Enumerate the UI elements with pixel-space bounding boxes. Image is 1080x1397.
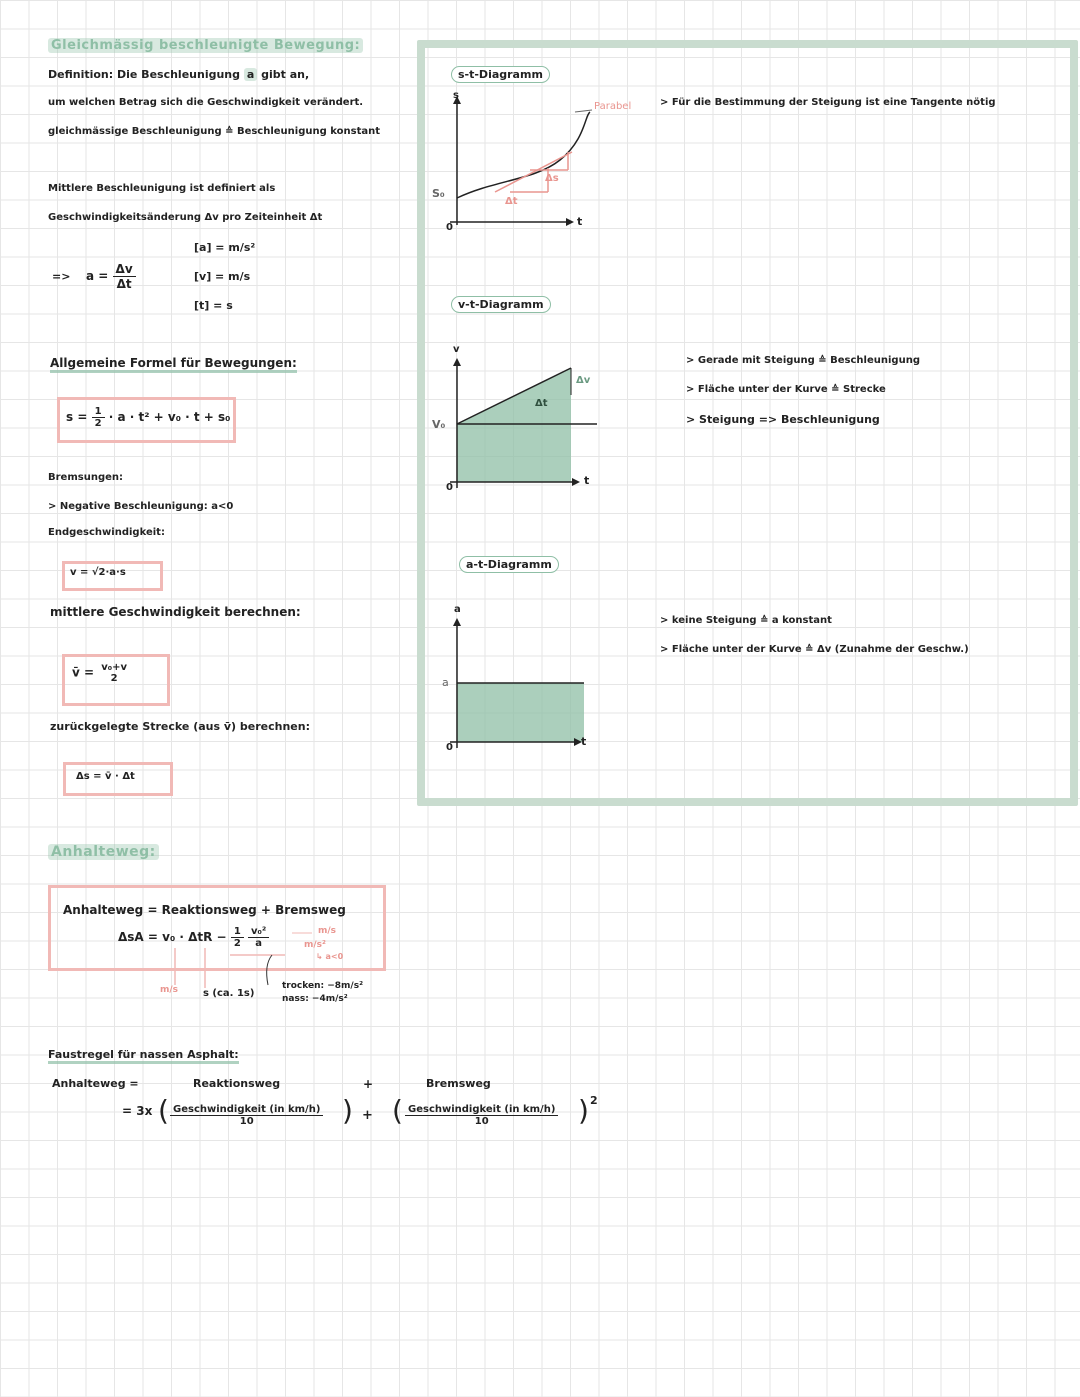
paren-open-1: ( (158, 1094, 169, 1127)
vt-delta-v: Δv (576, 375, 591, 386)
rule-fraction-2: $\frac{\text{Geschwindigkeit (in km/h)}}{10}$ (405, 1104, 558, 1127)
distance-title: zurückgelegte Strecke (aus v̄) berechnen: (50, 720, 310, 733)
distance-formula: Δs = v̄ · Δt (76, 771, 135, 782)
annotation-ms: m/s (318, 926, 337, 936)
vt-note-1: > Gerade mit Steigung ≙ Beschleunigung (686, 355, 920, 366)
unit-v: [v] = m/s (194, 270, 251, 283)
end-speed-formula: v = √2·a·s (70, 567, 126, 578)
definition-line-3: gleichmässige Beschleunigung ≙ Beschleunigung konstant (48, 126, 381, 137)
stopping-distance-formula: ΔsA = v₀ · ΔtR − $\frac{1}{2}$ $\frac{\text{v₀²}}{a}$ (118, 926, 269, 949)
st-axis-x: t (577, 215, 583, 228)
rule-bremsweg: Bremsweg (426, 1077, 491, 1090)
stopping-distance-definition: Anhalteweg = Reaktionsweg + Bremsweg (63, 903, 346, 917)
unit-t: [t] = s (194, 299, 233, 312)
accel-symbol: a (244, 68, 257, 81)
rule-reaktionsweg: Reaktionsweg (193, 1077, 281, 1090)
definition-line-1: Definition: Die Beschleunigung a gibt an, (48, 68, 310, 81)
at-title: a-t-Diagramm (459, 556, 559, 573)
paren-open-2: ( (392, 1094, 403, 1127)
braking-title: Bremsungen: (48, 472, 124, 483)
mean-speed-title: mittlere Geschwindigkeit berechnen: (50, 605, 301, 619)
at-note-1: > keine Steigung ≙ a konstant (660, 615, 832, 626)
st-delta-t: Δt (505, 196, 518, 207)
rule-fraction-1: $\frac{\text{Geschwindigkeit (in km/h)}}{10}$ (170, 1104, 323, 1127)
rule-of-thumb-title: Faustregel für nassen Asphalt: (48, 1048, 239, 1061)
accel-formula: a = $\frac{\Delta v}{\Delta t}$ (86, 262, 136, 291)
general-formula-title: Allgemeine Formel für Bewegungen: (50, 356, 297, 370)
definition-line-2: um welchen Betrag sich die Geschwindigkeit verändert. (48, 97, 364, 108)
annotation-dry: trocken: −8m/s² (282, 981, 364, 991)
vt-title: v-t-Diagramm (451, 296, 551, 313)
annotation-reaction-time: s (ca. 1s) (203, 988, 255, 999)
st-origin: 0 (446, 222, 453, 233)
rule-anhalteweg: Anhalteweg = (52, 1077, 139, 1090)
section-title: Gleichmässig beschleunigte Bewegung: (48, 38, 363, 53)
st-delta-s: Δs (545, 173, 559, 184)
braking-negative: > Negative Beschleunigung: a<0 (48, 501, 234, 512)
vt-delta-t: Δt (535, 398, 548, 409)
annotation-a-negative: ↳ a<0 (316, 952, 344, 961)
annotation-ms-below: m/s (160, 985, 179, 995)
end-speed-label: Endgeschwindigkeit: (48, 527, 165, 538)
mean-speed-formula: v̄ = v₀+v 2 (72, 662, 128, 684)
st-axis-y: s (453, 90, 459, 101)
vt-v0: V₀ (432, 418, 446, 431)
rule-times: = 3x (122, 1104, 153, 1118)
st-parabel-label: Parabel (594, 101, 632, 112)
rule-plus: + (362, 1108, 373, 1123)
vt-origin: 0 (446, 482, 453, 493)
paren-close-1: ) (342, 1094, 353, 1127)
st-s0: S₀ (432, 187, 445, 200)
vt-axis-y: v (453, 344, 460, 355)
vt-axis-x: t (584, 474, 590, 487)
annotation-wet: nass: −4m/s² (282, 994, 348, 1004)
at-note-2: > Fläche unter der Kurve ≙ Δv (Zunahme der Geschw.) (660, 644, 969, 655)
vt-note-2: > Fläche unter der Kurve ≙ Strecke (686, 384, 886, 395)
mean-accel-line-2: Geschwindigkeitsänderung Δv pro Zeiteinheit Δt (48, 212, 323, 223)
stopping-distance-title: Anhalteweg: (48, 844, 159, 860)
at-a-label: a (442, 676, 449, 689)
vt-note-3: > Steigung => Beschleunigung (686, 413, 880, 426)
paren-close-2: ) (578, 1094, 589, 1127)
at-axis-y: a (454, 604, 461, 615)
unit-a: [a] = m/s² (194, 241, 256, 254)
rule-exponent: 2 (590, 1094, 598, 1107)
general-formula: s = $\frac{1}{2}$ · a · t² + v₀ · t + s₀ (66, 406, 231, 429)
mean-accel-line-1: Mittlere Beschleunigung ist definiert als (48, 183, 276, 194)
st-title: s-t-Diagramm (451, 66, 550, 83)
annotation-ms2: m/s² (304, 940, 326, 950)
at-axis-x: t (581, 735, 587, 748)
implies-arrow: => (52, 270, 71, 283)
at-origin: 0 (446, 742, 453, 753)
st-note: > Für die Bestimmung der Steigung ist eine Tangente nötig (660, 97, 996, 108)
rule-plus-top: + (363, 1077, 374, 1091)
